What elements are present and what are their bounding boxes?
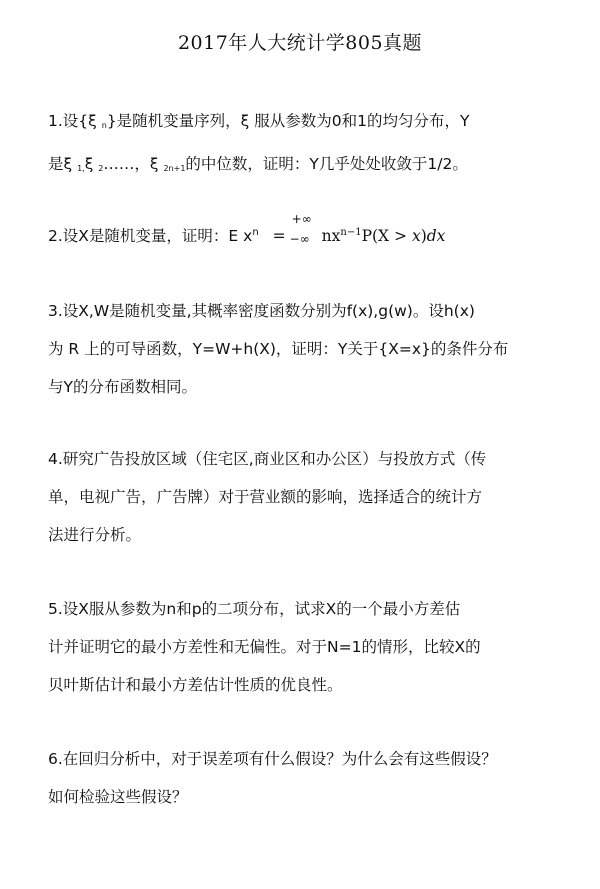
question-5-line-1: 5.设X服从参数为n和p的二项分布，试求X的一个最小方差估 bbox=[48, 600, 461, 618]
q1-sub-1: 1, bbox=[77, 164, 85, 173]
question-1 bbox=[48, 102, 568, 188]
q2-sup-n: n bbox=[252, 227, 259, 238]
question-3-line-3: 与Y的分布函数相同。 bbox=[48, 378, 197, 396]
question-6-line-2: 如何检验这些假设？ bbox=[48, 788, 188, 806]
q1-text-f: 的中位数，证明：Y几乎处处收敛于1/2。 bbox=[185, 155, 468, 173]
question-3-line-1: 3.设X,W是随机变量,其概率密度函数分别为f(x),g(w)。设h(x) bbox=[48, 302, 475, 320]
q1-text-a: 1.设{ξ bbox=[48, 112, 102, 130]
question-4-line-1: 4.研究广告投放区域（住宅区,商业区和办公区）与投放方式（传 bbox=[48, 450, 487, 468]
q1-text-d: ξ bbox=[84, 155, 99, 173]
question-3-line-2: 为 R 上的可导函数，Y=W+h(X)，证明：Y关于{X=x}的条件分布 bbox=[48, 340, 509, 358]
q2-equals: = bbox=[272, 227, 286, 245]
question-2 bbox=[48, 214, 568, 255]
q1-sub-2n1: 2n+1 bbox=[163, 164, 186, 173]
q1-text-c: 是ξ bbox=[48, 155, 78, 173]
q2-integrand-c: ) bbox=[420, 227, 427, 245]
question-5 bbox=[48, 590, 568, 704]
document-title: 2017年人大统计学805真题 bbox=[177, 32, 423, 54]
question-4 bbox=[48, 440, 568, 554]
question-4-line-3: 法进行分析。 bbox=[48, 526, 142, 544]
q1-text-e: ……，ξ bbox=[103, 155, 164, 173]
question-5-line-2: 计并证明它的最小方差性和无偏性。对于N=1的情形，比较X的 bbox=[48, 638, 481, 656]
q2-sup-n-1: n−1 bbox=[340, 227, 362, 238]
q2-prefix: 2.设X是随机变量，证明：E x bbox=[48, 227, 253, 245]
q1-sub-2: 2 bbox=[98, 164, 104, 173]
q2-integrand-a: nx bbox=[321, 227, 341, 245]
integral-sign bbox=[289, 212, 318, 251]
integral-lower-limit: −∞ bbox=[289, 232, 310, 246]
q2-dx: dx bbox=[426, 227, 446, 245]
question-6-line-1: 6.在回归分析中，对于误差项有什么假设？为什么会有这些假设？ bbox=[48, 750, 497, 768]
q1-text-b: }是随机变量序列，ξ 服从参数为0和1的均匀分布，Y bbox=[106, 112, 470, 130]
q2-var-x: x bbox=[411, 227, 421, 245]
question-2-line-1 bbox=[48, 214, 568, 255]
question-1-line-2 bbox=[48, 145, 568, 188]
question-6 bbox=[48, 740, 568, 816]
question-3 bbox=[48, 292, 568, 406]
q2-integrand-b: P(X > bbox=[361, 227, 412, 245]
question-5-line-3: 贝叶斯估计和最小方差估计性质的优良性。 bbox=[48, 676, 343, 694]
question-4-line-2: 单，电视广告，广告牌）对于营业额的影响，选择适合的统计方 bbox=[48, 488, 483, 506]
integral-upper-limit: +∞ bbox=[291, 212, 312, 226]
question-1-line-1 bbox=[48, 102, 568, 145]
q1-sub-n: n bbox=[101, 121, 107, 130]
